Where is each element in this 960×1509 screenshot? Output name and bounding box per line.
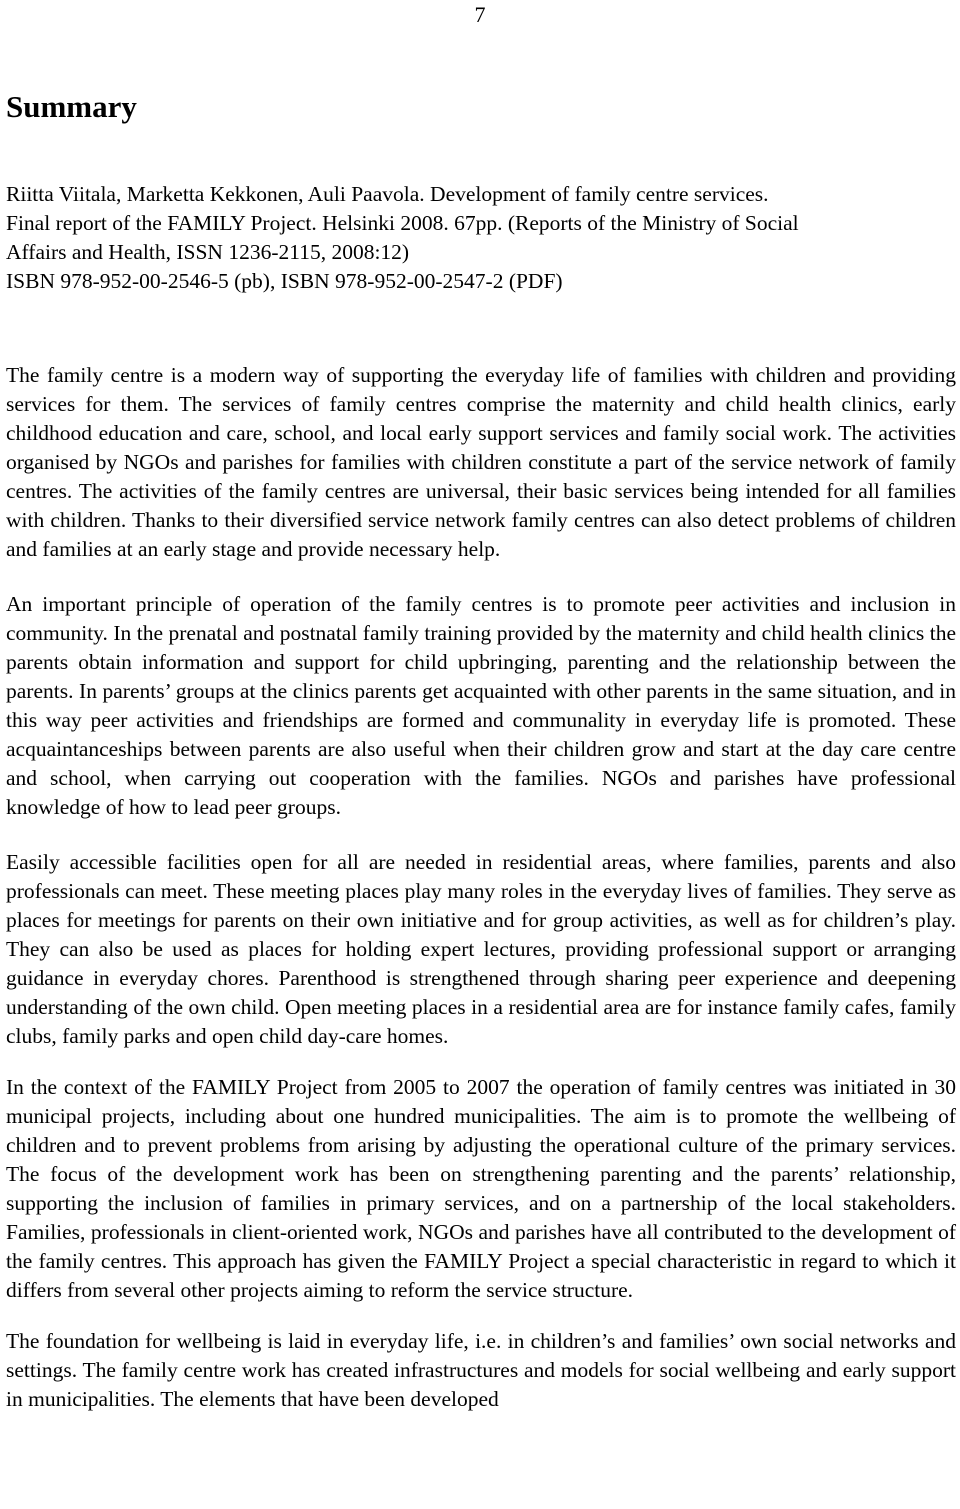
paragraph-family-centre: The family centre is a modern way of supporting the everyday life of families with children and providing services for them. The services of family centres comprise the maternity and child health clinics, early childhood education and care, school, and local early support services and family social work. The activities organised by NGOs and parishes for families with children constitute a part of the service network of family centres. The activities of the family centres are universal, their basic services being intended for all families with children. Thanks to their diversified service network family centres can also detect problems of children and families at an early stage and provide necessary help. [6, 363, 956, 561]
citation-line: Affairs and Health, ISSN 1236-2115, 2008:12) [6, 240, 410, 264]
summary-body [6, 361, 956, 1414]
paragraph-meeting-places: Easily accessible facilities open for all are needed in residential areas, where families, parents and also professionals can meet. These meeting places play many roles in the everyday lives of families. They serve as places for meetings for parents on their own initiative and for group activities, as well as for children’s play. They can also be used as places for holding expert lectures, providing professional support or arranging guidance in everyday chores. Parenthood is strengthened through sharing peer experience and deepening understanding of the own child. Open meeting places in a residential area are for instance family cafes, family clubs, family parks and open child day-care homes. [6, 850, 956, 1048]
citation-block [6, 180, 956, 296]
paragraph-foundation: The foundation for wellbeing is laid in everyday life, i.e. in children’s and families’ own social networks and settings. The family centre work has created infrastructures and models for social wellbeing and early support in municipalities. The elements that have been developed [6, 1329, 956, 1411]
page-number: 7 [474, 2, 486, 27]
citation-line: ISBN 978-952-00-2546-5 (pb), ISBN 978-952-00-2547-2 (PDF) [6, 269, 563, 293]
citation-line: Final report of the FAMILY Project. Helsinki 2008. 67pp. (Reports of the Ministry of Social [6, 211, 799, 235]
citation-line: Riitta Viitala, Marketta Kekkonen, Auli Paavola. Development of family centre services. [6, 182, 769, 206]
paragraph-family-project: In the context of the FAMILY Project from 2005 to 2007 the operation of family centres was initiated in 30 municipal projects, including about one hundred municipalities. The aim is to promote the wellbeing of children and to prevent problems from arising by adjusting the operational culture of the primary services. The focus of the development work has been on strengthening parenting and the parents’ relationship, supporting the inclusion of families in primary services, and on a partnership of the local stakeholders. Families, professionals in client-oriented work, NGOs and parishes have all contributed to the development of the family centres. This approach has given the FAMILY Project a special characteristic in regard to which it differs from several other projects aiming to reform the service structure. [6, 1075, 956, 1302]
page-title: Summary [6, 89, 137, 124]
paragraph-peer-activities: An important principle of operation of the family centres is to promote peer activities and inclusion in community. In the prenatal and postnatal family training provided by the maternity and child health clinics the parents obtain information and support for child upbringing, parenting and the relationship between the parents. In parents’ groups at the clinics parents get acquainted with other parents in the same situation, and in this way peer activities and friendships are formed and communality in everyday life is promoted. These acquaintanceships between parents are also useful when their children grow and start at the day care centre and school, when carrying out cooperation with the families. NGOs and parishes have professional knowledge of how to lead peer groups. [6, 592, 956, 819]
